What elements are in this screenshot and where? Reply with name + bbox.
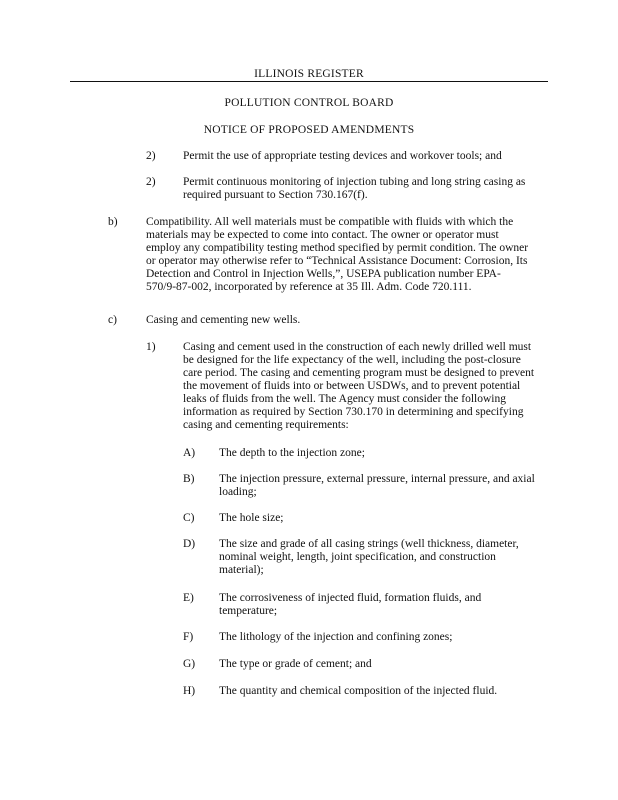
- item-label: c): [108, 314, 117, 326]
- item-label: 1): [146, 341, 156, 353]
- item-text: Compatibility. All well materials must be compatible with fluids with which the materials may be expected to come into contact. The owner or operator must employ any compatibility testing method specified by permit condition. The owner or operator may otherwise refer to “Technical Assistance Document: Corrosion, Its Detection and Control in Injection Wells,”, USEPA publication number EPA- 570/9-87-002, incorporated by reference at 35 Ill. Adm. Code 720.111.: [146, 216, 529, 293]
- item-text: The injection pressure, external pressure, internal pressure, and axial loading;: [219, 473, 535, 498]
- notice-title: NOTICE OF PROPOSED AMENDMENTS: [203, 124, 415, 136]
- item-label: 2): [146, 176, 156, 188]
- page-header: [70, 68, 548, 136]
- item-text: Permit the use of appropriate testing devices and workover tools; and: [183, 150, 502, 162]
- item-text: Casing and cement used in the construction of each newly drilled well must be designed for the life expectancy of the well, including the post-closure care period. The casing and cementing program must be designed to prevent the movement of fluids into or between USDWs, and to prevent potential leaks of fluids from the well. The Agency must consider the following information as required by Section 730.170 in determining and specifying casing and cementing requirements:: [183, 341, 535, 431]
- item-text: The quantity and chemical composition of the injected fluid.: [219, 685, 498, 697]
- item-text: The depth to the injection zone;: [219, 447, 365, 459]
- board-title: POLLUTION CONTROL BOARD: [224, 97, 394, 109]
- item-label: A): [183, 447, 196, 459]
- item-label: G): [183, 658, 196, 670]
- item-label: 2): [146, 150, 156, 162]
- item-label: C): [183, 512, 195, 524]
- item-label: b): [108, 216, 118, 228]
- item-text: Casing and cementing new wells.: [146, 314, 301, 326]
- item-label: H): [183, 685, 196, 697]
- item-label: F): [183, 631, 194, 643]
- item-text: Permit continuous monitoring of injection tubing and long string casing as required pursuant to Section 730.167(f).: [183, 176, 526, 201]
- item-label: D): [183, 538, 196, 550]
- item-text: The lithology of the injection and confining zones;: [219, 631, 453, 643]
- item-text: The corrosiveness of injected fluid, formation fluids, and temperature;: [219, 592, 482, 617]
- item-label: E): [183, 592, 194, 604]
- item-label: B): [183, 473, 195, 485]
- item-text: The hole size;: [219, 512, 284, 524]
- register-title: ILLINOIS REGISTER: [70, 68, 548, 82]
- item-text: The type or grade of cement; and: [219, 658, 372, 670]
- item-text: The size and grade of all casing strings (well thickness, diameter, nominal weight, length, joint specification, and construction material);: [219, 538, 519, 576]
